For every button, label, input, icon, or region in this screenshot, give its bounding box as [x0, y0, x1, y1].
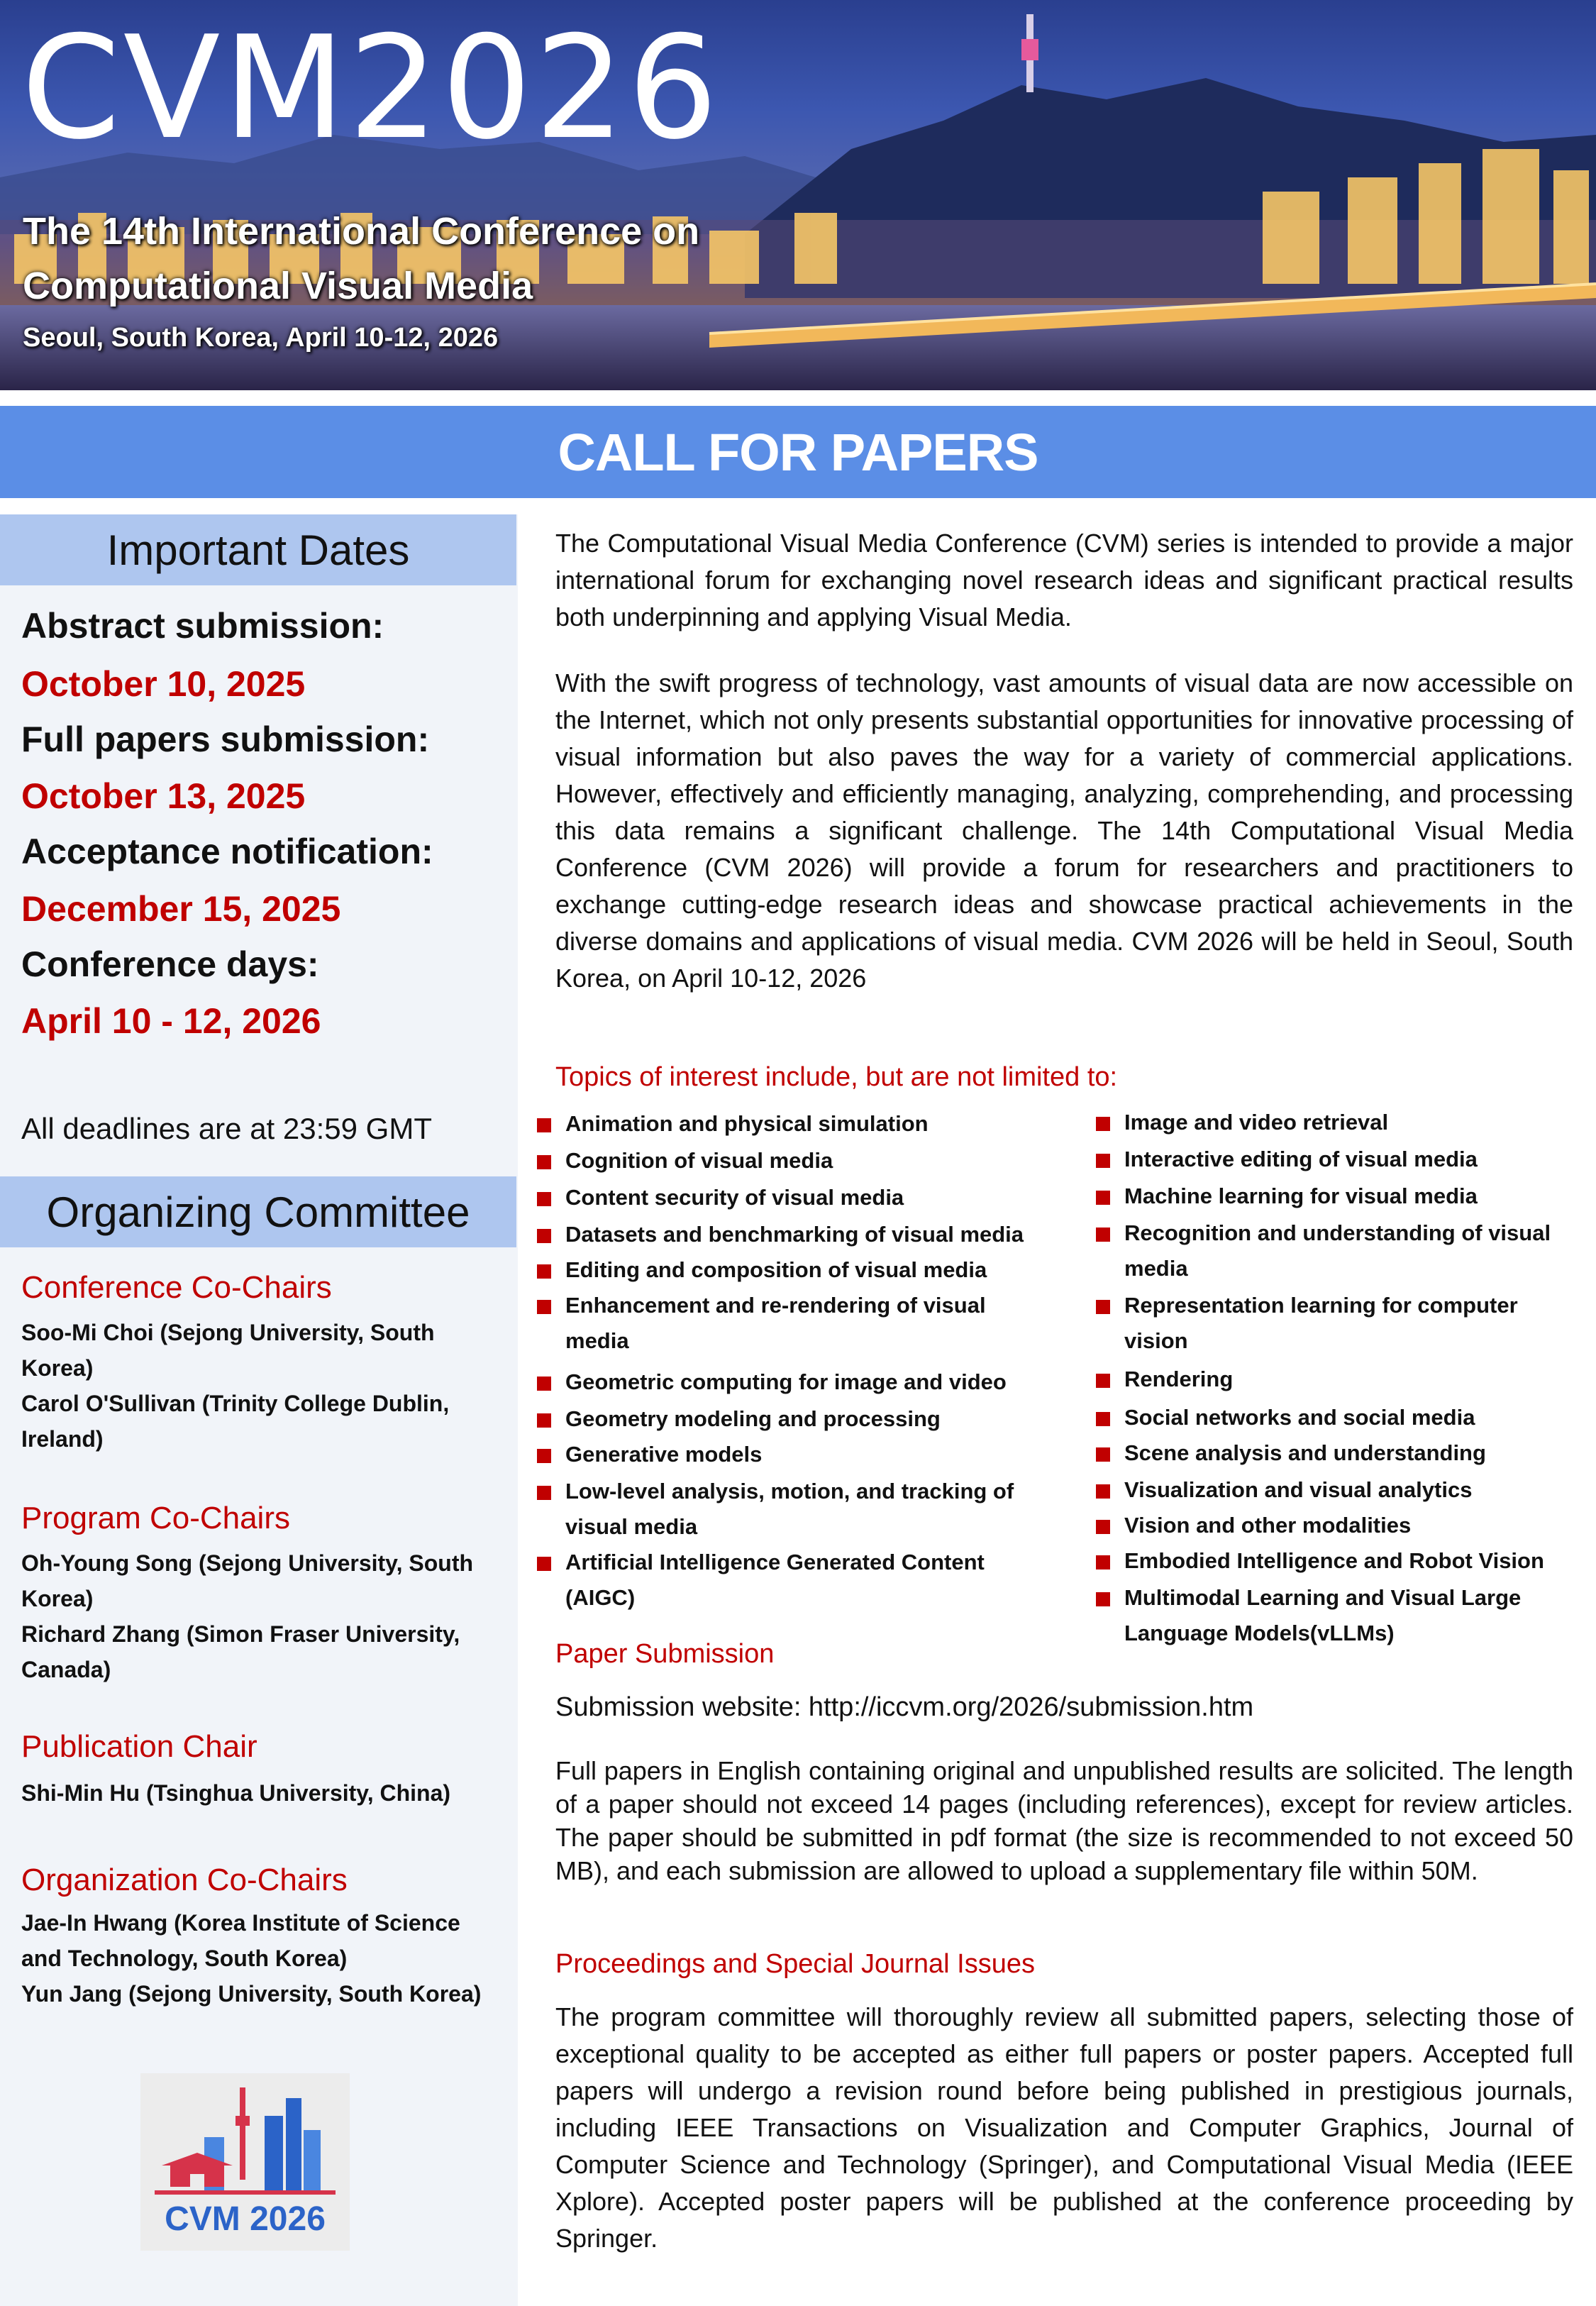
bullet-square-icon	[537, 1449, 551, 1463]
bullet-square-icon	[1096, 1592, 1110, 1606]
date-value-conference: April 10 - 12, 2026	[21, 1001, 321, 1041]
bullet-square-icon	[1096, 1484, 1110, 1499]
person-entry: Shi-Min Hu (Tsinghua University, China)	[21, 1780, 451, 1806]
person-entry: Richard Zhang (Simon Fraser University, Canada)	[21, 1621, 460, 1682]
bullet-square-icon	[537, 1229, 551, 1243]
conference-title: CVM2026	[21, 6, 721, 171]
conference-subtitle-line1: The 14th International Conference on	[23, 210, 700, 253]
topic-item: Social networks and social media	[1124, 1400, 1585, 1435]
role-organization-co-chairs: Organization Co-Chairs	[21, 1863, 348, 1897]
role-conference-co-chairs: Conference Co-Chairs	[21, 1270, 332, 1305]
bullet-square-icon	[537, 1377, 551, 1391]
topic-item: Image and video retrieval	[1124, 1105, 1585, 1140]
call-for-papers-banner	[0, 406, 1596, 498]
bullet-square-icon	[1096, 1117, 1110, 1131]
topic-item: Vision and other modalities	[1124, 1508, 1585, 1543]
date-value-full-papers: October 13, 2025	[21, 776, 306, 816]
bullet-square-icon	[1096, 1228, 1110, 1242]
bullet-square-icon	[537, 1264, 551, 1279]
important-dates-heading: Important Dates	[0, 514, 516, 585]
bullet-square-icon	[1096, 1191, 1110, 1205]
intro-paragraph-1: The Computational Visual Media Conference (CVM) series is intended to provide a major international forum for exchanging novel research ideas and significant practical results both underpinning and applying Visual Media.	[555, 529, 1573, 631]
conference-subtitle-line2: Computational Visual Media	[23, 265, 533, 307]
topic-item: Recognition and understanding of visual media	[1124, 1215, 1578, 1286]
bullet-square-icon	[1096, 1520, 1110, 1534]
proceedings-heading: Proceedings and Special Journal Issues	[555, 1949, 1035, 1979]
topics-heading: Topics of interest include, but are not limited to:	[555, 1062, 1118, 1092]
topic-item: Animation and physical simulation	[565, 1106, 1062, 1142]
topic-item: Interactive editing of visual media	[1124, 1142, 1585, 1177]
bullet-square-icon	[537, 1155, 551, 1169]
call-for-papers-heading: CALL FOR PAPERS	[558, 422, 1038, 482]
cvm2026-logo	[140, 2073, 350, 2251]
bullet-square-icon	[537, 1486, 551, 1500]
bullet-square-icon	[1096, 1154, 1110, 1168]
conference-location-date: Seoul, South Korea, April 10-12, 2026	[23, 323, 499, 353]
paper-submission-heading: Paper Submission	[555, 1639, 775, 1669]
role-program-co-chairs: Program Co-Chairs	[21, 1501, 290, 1535]
topic-item: Representation learning for computer vision	[1124, 1288, 1564, 1359]
topic-item: Editing and composition of visual media	[565, 1252, 1062, 1288]
topic-item: Datasets and benchmarking of visual media	[565, 1217, 1062, 1252]
bullet-square-icon	[537, 1413, 551, 1428]
topic-item: Machine learning for visual media	[1124, 1179, 1585, 1214]
date-label-full-papers: Full papers submission:	[21, 719, 430, 759]
date-value-acceptance: December 15, 2025	[21, 889, 341, 929]
topic-item: Embodied Intelligence and Robot Vision	[1124, 1543, 1585, 1579]
topic-item: Geometric computing for image and video	[565, 1364, 1062, 1400]
bullet-square-icon	[1096, 1447, 1110, 1462]
topic-item: Enhancement and re-rendering of visual media	[565, 1288, 1033, 1359]
bullet-square-icon	[1096, 1374, 1110, 1388]
left-sidebar	[0, 514, 518, 2306]
bullet-square-icon	[537, 1557, 551, 1571]
person-entry: Yun Jang (Sejong University, South Korea)	[21, 1981, 482, 2007]
intro-paragraph-2: With the swift progress of technology, vast amounts of visual data are now accessible on the Internet, which not only presents substantial opportunities for innovative processing of visual information but also paves the way for a variety of commercial applications. However, effectively and efficiently managing, analyzing, comprehending, and processing this data remains a significant challenge. The 14th Computational Visual Media Conference (CVM 2026) will provide a forum for researchers and practitioners to exchange cutting-edge research ideas and showcase practical achievements in the diverse domains and applications of visual media. CVM 2026 will be held in Seoul, South Korea, on April 10-12, 2026	[555, 668, 1573, 993]
bullet-square-icon	[1096, 1300, 1110, 1314]
role-publication-chair: Publication Chair	[21, 1729, 257, 1764]
organizing-committee-heading: Organizing Committee	[0, 1176, 516, 1247]
submission-website[interactable]: Submission website: http://iccvm.org/2026/submission.htm	[555, 1692, 1254, 1722]
date-label-acceptance: Acceptance notification:	[21, 832, 433, 871]
bullet-square-icon	[1096, 1555, 1110, 1569]
header-banner	[0, 0, 1596, 390]
paper-submission-body: Full papers in English containing original and unpublished results are solicited. The length of a paper should not exceed 14 pages (including references), except for review articles. The paper should be submitted in pdf format (the size is recommended to not exceed 50 MB), and each submission are allowed to upload a supplementary file within 50M.	[555, 1756, 1573, 1885]
bullet-square-icon	[537, 1118, 551, 1132]
topic-item: Multimodal Learning and Visual Large Language Models(vLLMs)	[1124, 1580, 1550, 1651]
topic-item: Content security of visual media	[565, 1180, 1062, 1215]
person-entry: Jae-In Hwang (Korea Institute of Science and Technology, South Korea)	[21, 1910, 460, 1971]
topic-item: Rendering	[1124, 1362, 1585, 1397]
topic-item: Visualization and visual analytics	[1124, 1472, 1585, 1508]
date-label-abstract: Abstract submission:	[21, 606, 384, 646]
seoul-landmarks-icon	[140, 2073, 350, 2201]
topic-item: Generative models	[565, 1437, 1062, 1472]
logo-wordmark: CVM 2026	[165, 2200, 326, 2238]
topic-item: Cognition of visual media	[565, 1143, 1062, 1179]
date-label-conference: Conference days:	[21, 944, 319, 984]
bullet-square-icon	[537, 1192, 551, 1206]
date-value-abstract: October 10, 2025	[21, 664, 306, 704]
bullet-square-icon	[537, 1300, 551, 1314]
proceedings-body: The program committee will thoroughly review all submitted papers, selecting those of exceptional quality to be accepted as either full papers or poster papers. Accepted full papers will undergo a revision round before being published in prestigious journals, including IEEE Transactions on Visualization and Computer Graphics, Journal of Computer Science and Technology (Springer), and Computational Visual Media (IEEE Xplore). Accepted poster papers will be published at the conference proceeding by Springer.	[555, 2002, 1573, 2253]
deadline-note: All deadlines are at 23:59 GMT	[21, 1112, 432, 1145]
person-entry: Carol O'Sullivan (Trinity College Dublin, Ireland)	[21, 1391, 450, 1452]
bullet-square-icon	[1096, 1412, 1110, 1426]
person-entry: Oh-Young Song (Sejong University, South Korea)	[21, 1550, 474, 1611]
topic-item: Artificial Intelligence Generated Content (AIGC)	[565, 1545, 1033, 1616]
topic-item: Scene analysis and understanding	[1124, 1435, 1585, 1471]
topic-item: Low-level analysis, motion, and tracking of visual media	[565, 1474, 1048, 1545]
topic-item: Geometry modeling and processing	[565, 1401, 1062, 1437]
person-entry: Soo-Mi Choi (Sejong University, South Korea)	[21, 1320, 435, 1381]
